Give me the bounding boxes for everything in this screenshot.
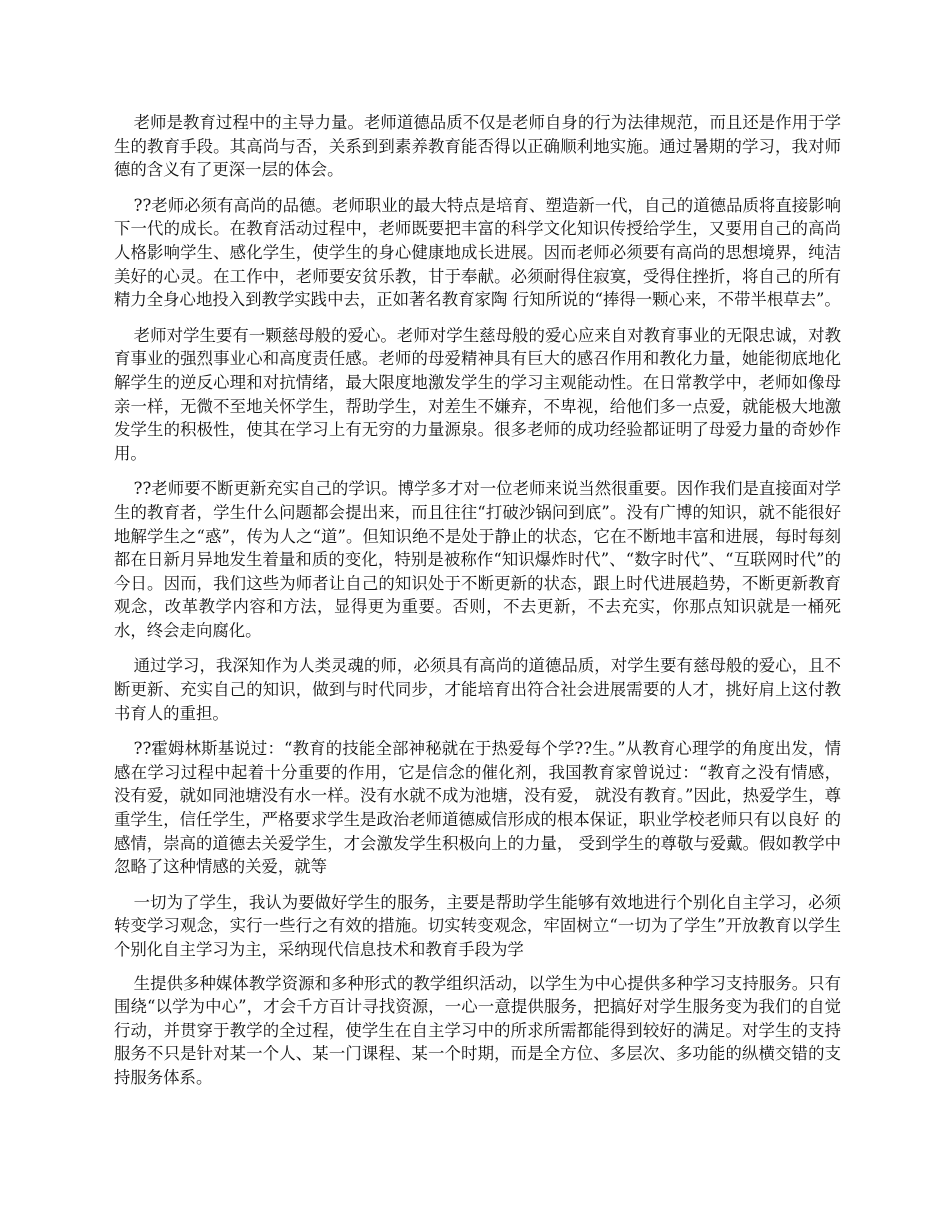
paragraph-teacher-role: 老师是教育过程中的主导力量。老师道德品质不仅是老师自身的行为法律规范，而且还是作用于学生的教育手段。其高尚与否，关系到到素养教育能否得以正确顺利地实施。通过暑期的学习，我对师德的含义有了更深一层的体会。 [114, 113, 841, 180]
paragraph-summary: 通过学习，我深知作为人类灵魂的师，必须具有高尚的道德品质，对学生要有慈母般的爱心，且不断更新、充实自己的知识，做到与时代同步，才能培育出符合社会进展需要的人才，挑好肩上这付教书育人的重担。 [114, 656, 841, 723]
document-body [114, 111, 841, 1102]
paragraph-update-knowledge: ??老师要不断更新充实自己的学识。博学多才对一位老师来说当然很重要。因作我们是直接面对学生的教育者，学生什么问题都会提出来，而且往往“打破沙锅问到底”。没有广博的知识，就不能很好地解学生之“惑”，传为人之“道”。但知识绝不是处于静止的状态，它在不断地丰富和进展，每时每刻都在日新月异地发生着量和质的变化，特别是被称作“知识爆炸时代”、“数字时代”、“互联网时代”的今日。因而，我们这些为师者让自己的知识处于不断更新的状态，跟上时代进展趋势，不断更新教育观念，改革教学内容和方法，显得更为重要。否则，不去更新，不去充实，你那点知识就是一桶死水，终会走向腐化。 [114, 479, 841, 640]
paragraph-all-for-students: 一切为了学生，我认为要做好学生的服务，主要是帮助学生能够有效地进行个别化自主学习，必须转变学习观念，实行一些行之有效的措施。切实转变观念，牢固树立“一切为了学生”开放教育以学生个别化自主学习为主，采纳现代信息技术和教育手段为学 [114, 892, 841, 959]
paragraph-support-services: 生提供多种媒体教学资源和多种形式的教学组织活动，以学生为中心提供多种学习支持服务。只有围绕“以学为中心”，才会千方百计寻找资源，一心一意提供服务，把搞好对学生服务变为我们的自觉行动，并贯穿于教学的全过程，使学生在自主学习中的所求所需都能得到较好的满足。对学生的支持服务不只是针对某一个人、某一门课程、某一个时期，而是全方位、多层次、多功能的纵横交错的支持服务体系。 [114, 973, 841, 1087]
paragraph-sukhomlinsky-quote: ??霍姆林斯基说过：“教育的技能全部神秘就在于热爱每个学??生。”从教育心理学的角度出发，情感在学习过程中起着十分重要的作用，它是信念的催化剂，我国教育家曾说过：“教育之没有情感， 没有爱，就如同池塘没有水一样。没有水就不成为池塘，没有爱， 就没有教育。”因此，热爱学生，尊重学生，信任学生，严格要求学生是政治老师道德威信形成的根本保证，职业学校老师只有以良好 的感情，崇高的道德去关爱学生，才会激发学生积极向上的力量， 受到学生的尊敬与爱戴。假如教学中忽略了这种情感的关爱，就等 [114, 739, 841, 877]
paragraph-motherly-love: 老师对学生要有一颗慈母般的爱心。老师对学生慈母般的爱心应来自对教育事业的无限忠诚，对教育事业的强烈事业心和高度责任感。老师的母爱精神具有巨大的感召作用和教化力量，她能彻底地化解学生的逆反心理和对抗情绪，最大限度地激发学生的学习主观能动性。在日常教学中，老师如像母亲一样，无微不至地关怀学生，帮助学生，对差生不嫌弃，不卑视，给他们多一点爱，就能极大地激发学生的积极性，使其在学习上有无穷的力量源泉。很多老师的成功经验都证明了母爱力量的奇妙作用。 [114, 325, 841, 463]
paragraph-noble-character: ??老师必须有高尚的品德。老师职业的最大特点是培育、塑造新一代，自己的道德品质将直接影响下一代的成长。在教育活动过程中，老师既要把丰富的科学文化知识传授给学生，又要用自己的高尚人格影响学生、感化学生，使学生的身心健康地成长进展。因而老师必须要有高尚的思想境界，纯洁美好的心灵。在工作中，老师要安贫乐教，甘于奉献。必须耐得住寂寞，受得住挫折，将自己的所有精力全身心地投入到教学实践中去，正如著名教育家陶 行知所说的“捧得一颗心来，不带半根草去”。 [114, 195, 841, 310]
